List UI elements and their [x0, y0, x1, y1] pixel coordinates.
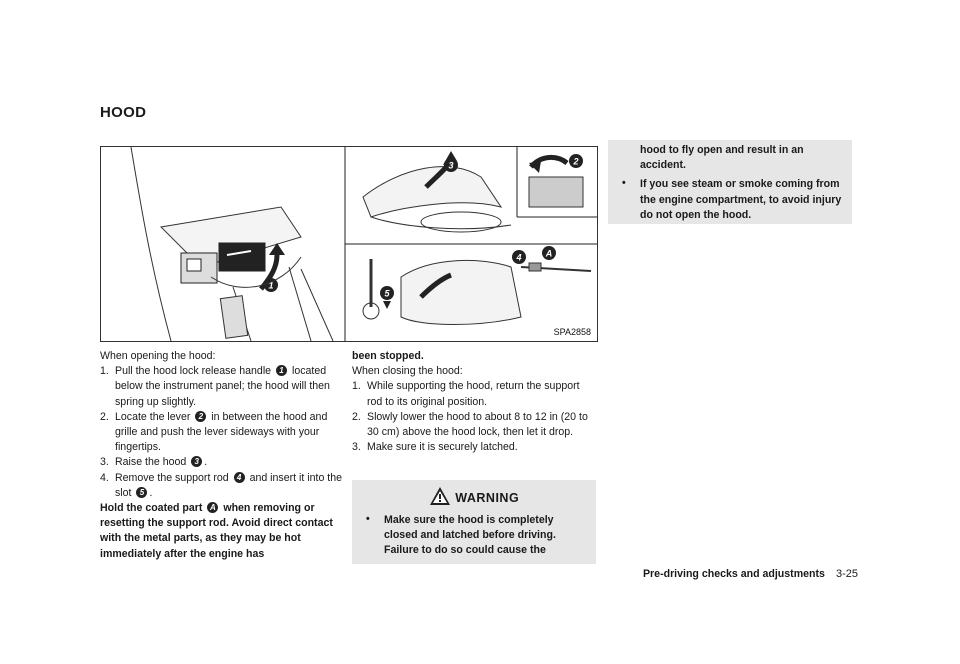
closing-step-3: 3. Make sure it is securely latched.: [352, 441, 518, 454]
page-footer: [643, 568, 858, 580]
opening-step-3: 3. Raise the hood 3 .: [100, 456, 208, 469]
footer-title: Pre-driving checks and adjustments: [642, 568, 825, 580]
callout-2-badge: 2: [195, 411, 206, 422]
figure-code: SPA2858: [553, 327, 591, 337]
coated-part-caution: Hold the coated part A when removing or resetting the support rod. Avoid direct contact with the metal parts, as they may be hot immediately after the engine has: [100, 502, 333, 560]
middle-column: [352, 349, 596, 455]
closing-intro: When closing the hood:: [352, 365, 463, 378]
closing-step-1: 1. While supporting the hood, return the support rod to its original position.: [352, 380, 580, 408]
opening-step-1: 1. Pull the hood lock release handle 1 located below the instrument panel; the hood will then spring up slightly.: [100, 365, 330, 408]
left-column: [100, 349, 344, 562]
svg-text:5: 5: [384, 288, 390, 299]
callout-a-badge: A: [207, 502, 218, 513]
opening-step-2: 2. Locate the lever 2 in between the hood and grille and push the lever sideways with your fingertips.: [100, 410, 328, 454]
svg-text:A: A: [545, 248, 553, 259]
warning-label: WARNING: [455, 491, 520, 505]
callout-4-badge: 4: [234, 472, 245, 483]
steam-warning-item: • If you see steam or smoke coming from the engine compartment, to avoid injury do not open the hood.: [622, 177, 842, 221]
callout-3-badge: 3: [191, 456, 202, 467]
hood-illustration: [100, 146, 598, 342]
closing-step-2: 2. Slowly lower the hood to about 8 to 12 in (20 to 30 cm) above the hood lock, then let it drop.: [352, 410, 588, 439]
warning-box: [352, 480, 596, 564]
svg-text:2: 2: [573, 156, 579, 167]
hood-diagram: [101, 147, 597, 341]
warning-continued-box: [608, 140, 852, 224]
warning-icon: [429, 486, 451, 506]
warning-continued-text: hood to fly open and result in an accident.: [640, 144, 804, 172]
svg-text:4: 4: [516, 252, 522, 263]
continued-text: been stopped.: [352, 350, 424, 362]
opening-intro: When opening the hood:: [100, 350, 216, 362]
callout-5-badge: 5: [136, 487, 147, 498]
page-number: 3-25: [835, 568, 858, 580]
section-title: HOOD: [100, 104, 147, 121]
callout-1-badge: 1: [276, 365, 287, 376]
bullet: •: [366, 513, 370, 525]
opening-step-4: 4. Remove the support rod 4 and insert it into the slot 5 .: [100, 471, 343, 499]
svg-text:3: 3: [448, 160, 454, 171]
warning-item: • Make sure the hood is completely closed and latched before driving. Failure to do so could cause the: [366, 513, 556, 557]
bullet: •: [622, 177, 626, 190]
warning-header: [352, 480, 596, 507]
svg-text:1: 1: [268, 280, 274, 291]
